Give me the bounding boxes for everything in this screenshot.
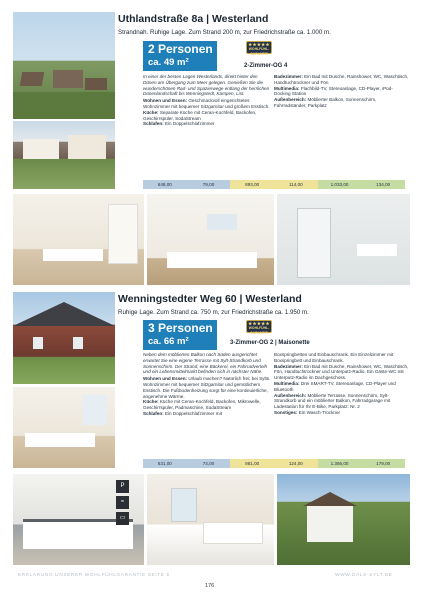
wellness-icon: ≈ (116, 496, 129, 509)
price-cell: 74,00 (187, 459, 231, 468)
listing2-photo-house (13, 292, 115, 384)
listing1-persons: 2 Personen (148, 42, 213, 56)
listing2-photo-kitchen (13, 474, 144, 565)
listing2-size: ca. 66 m² (148, 336, 189, 347)
listing1-subtitle: Strandnah. Ruhige Lage. Zum Strand 200 m, zur Friedrichstraße ca. 1.000 m. (118, 29, 331, 36)
listing1-description-col2: Badezimmer: Ein Bad mit Dusche, Rainshower, WC, Waschtisch, Handtuchtrockner und Fön Multimedia: Flachbild-TV, Stereoanlage, CD-Player, iPod-Docking Station Außenbereich: Möblierter Balkon, Sonnenschirm, Fahrradständer, Parkplatz (274, 74, 409, 108)
price-cell: 79,00 (187, 180, 231, 189)
listing2-description-col2: Boxspringbetten und Einbauschrank. Ein Einzelzimmer mit Boxspringbett und Einbauschrank. Badezimmer: Ein Bad mit Dusche, Rainshower, WC, Waschtisch, Fön, Handtuchtrockner und Unterputz-Radio. Ein Gäste-WC mit Unterputz-Radio im Dachgeschoss. Multimedia: Drei SMART-TV, Stereoanlage, CD-Player und Bluetooth Außenbereich: Möblierte Terrasse, Sonnenschirm, Sylt-Strandkorb und ein möblierter Balkon, Fahrradgarage mit Ladestation für Ihr E-Bike, Parkplatz: Nr. 2 Sonstiges: Ein Wasch-Trockner (274, 352, 409, 415)
listing2-subtitle: Ruhige Lage. Zum Strand ca. 750 m, zur Friedrichstraße ca. 1.950 m. (118, 309, 309, 316)
listing2-rooms: 3-Zimmer-OG 2 | Maisonette (230, 340, 310, 346)
listing2-title: Wenningstedter Weg 60 | Westerland (118, 293, 302, 305)
listing1-size: ca. 49 m² (148, 57, 189, 68)
parking-icon: P (116, 480, 129, 493)
listing2-photo-garden (277, 474, 410, 565)
listing1-persons-box (143, 41, 217, 71)
listing2-persons: 3 Personen (148, 321, 213, 335)
listing1-title: Uthlandstraße 8a | Westerland (118, 13, 269, 25)
listing2-persons-box (143, 320, 217, 350)
price-cell: 114,00 (274, 180, 318, 189)
price-cell: 124,00 (274, 459, 318, 468)
listing1-photo-bedroom (147, 194, 274, 285)
footer-guarantee-note: ERKLÄRUNG UNSERER WOHLFÜHLGARANTIE SEITE 5 (18, 573, 170, 578)
listing2-photo-living (13, 387, 115, 468)
listing2-description-col1: Neben dem möblierten Balkon nach Süden ausgerichtet erwartet Sie eine eigene Terrasse mit Sylt-Strandkorb und Sonnenschirm. Der Strand, eine Bäckerei, ein Fahrradverleih und ein Lebensmittelmarkt befinden sich in nächster Nähe. Wohnen und Essen: Urlaub machen? Natürlich frei; bei Sylts. Wohnzimmer mit bequemer Sitzgarnitur und gemütlichem Esstisch. Die Fußbodenheizung sorgt für eine kontinuierliche, angenehme Wärme. Küche: Küche mit Ceran-Kochfeld, Backofen, Mikrowelle, Geschirrspüler, Padmaschine, SodaStream Schlafen: Ein Doppelschlafzimmer mit (143, 352, 271, 416)
listing1-description-col1: In einer der besten Lagen Westerlands, direkt hinter den Dünen am Übergang zum Meer gelegen. Genießen Sie die wunderschönen Rad- und Spazierwege entlang der herrlichen Dünenlandschaft bis Wenningstedt, Kampen, List. Wohnen und Essen: Geschmackvoll eingerichtetes Wohnzimmer mit bequemer Sitzgarnitur und großem Esstisch. Küche: Separate Küche mit Ceran-Kochfeld, Backofen, Geschirrspüler, SodaStream Schlafen: Ein Doppelschlafzimmer (143, 74, 270, 127)
listing1-photo-bathroom (277, 194, 410, 285)
listing1-photo-houses (13, 121, 115, 189)
price-cell: 893,00 (230, 180, 274, 189)
price-cell: 179,00 (361, 459, 405, 468)
price-cell: 1.033,00 (318, 180, 362, 189)
footer-website: WWW.DALS-SYLT.DE (335, 573, 393, 578)
tv-icon: ▭ (116, 512, 129, 525)
listing1-wellbeing-badge: ★★★★★ WOHLFÜHL-GARANTIE (246, 41, 272, 54)
listing1-photo-dining (13, 194, 144, 285)
page-number: 176 (205, 583, 215, 589)
listing2-price-bar (143, 459, 405, 468)
listing1-rooms: 2-Zimmer-OG 4 (244, 63, 288, 69)
listing1-photo-aerial (13, 12, 115, 119)
price-cell: 981,00 (230, 459, 274, 468)
price-cell: 134,00 (361, 180, 405, 189)
listing1-price-bar (143, 180, 405, 189)
price-cell: 1.366,00 (318, 459, 362, 468)
price-cell: 631,00 (143, 459, 187, 468)
listing2-wellbeing-badge: ★★★★★ WOHLFÜHL-GARANTIE (246, 320, 272, 333)
listing2-photo-bedroom (147, 474, 274, 565)
price-cell: 648,00 (143, 180, 187, 189)
